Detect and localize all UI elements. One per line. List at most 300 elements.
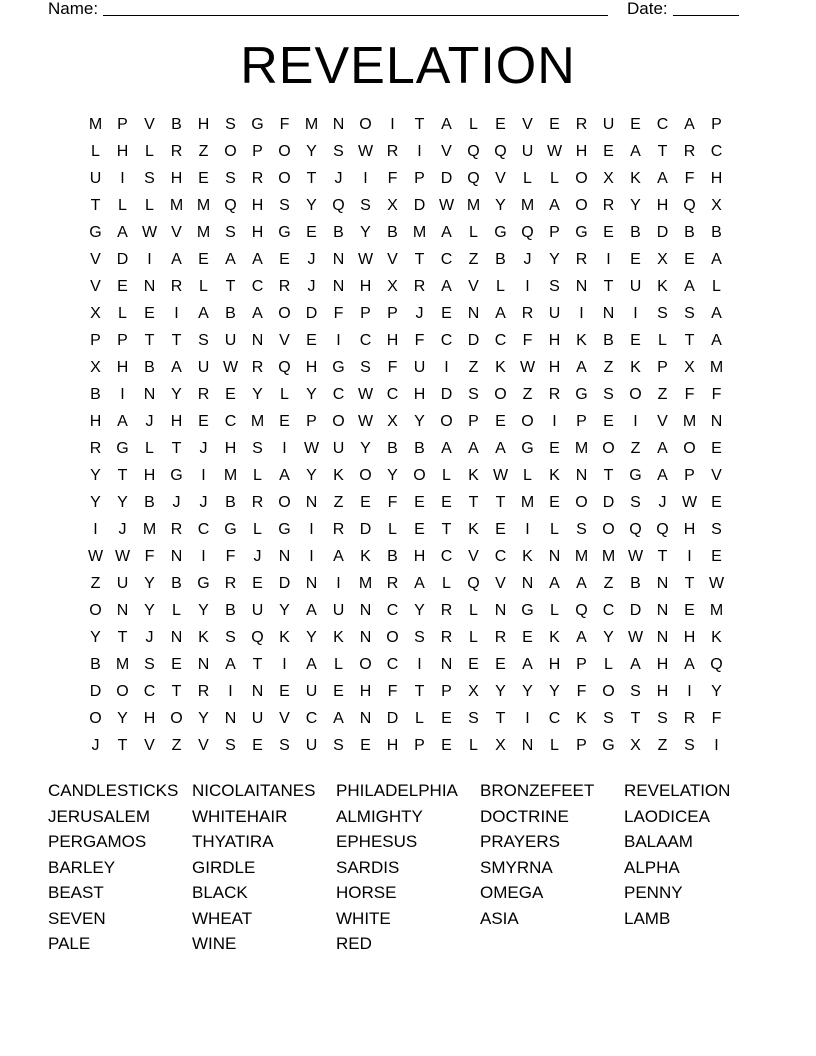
grid-letter: Z xyxy=(603,575,614,592)
grid-letter: E xyxy=(495,656,506,673)
grid-letter: V xyxy=(468,548,479,565)
grid-letter: W xyxy=(681,494,698,511)
word-list-item: PENNY xyxy=(624,883,683,902)
grid-letter: E xyxy=(711,494,722,511)
grid-letter: C xyxy=(224,413,237,430)
grid-letter: G xyxy=(170,467,183,484)
grid-letter: A xyxy=(306,656,317,673)
grid-letter: T xyxy=(684,332,695,349)
grid-letter: T xyxy=(144,332,155,349)
grid-letter: D xyxy=(467,332,480,349)
grid-letter: D xyxy=(440,170,453,187)
grid-letter: Y xyxy=(117,494,128,511)
grid-letter: S xyxy=(549,278,560,295)
grid-letter: M xyxy=(142,521,157,538)
grid-letter: N xyxy=(224,710,237,727)
grid-letter: E xyxy=(495,413,506,430)
grid-letter: R xyxy=(440,602,453,619)
grid-letter: Y xyxy=(144,575,155,592)
grid-letter: F xyxy=(576,683,587,700)
grid-letter: N xyxy=(521,575,534,592)
grid-letter: B xyxy=(225,602,236,619)
grid-letter: A xyxy=(576,575,587,592)
word-list-item: BRONZEFEET xyxy=(480,781,595,800)
grid-letter: E xyxy=(603,413,614,430)
grid-letter: Y xyxy=(711,683,722,700)
word-list-item: WHITE xyxy=(336,908,391,928)
grid-letter: S xyxy=(657,710,668,727)
grid-letter: V xyxy=(144,737,155,754)
grid-letter: V xyxy=(90,278,101,295)
grid-letter: T xyxy=(306,170,317,187)
grid-letter: L xyxy=(199,278,208,295)
grid-letter: N xyxy=(656,629,669,646)
grid-letter: U xyxy=(116,575,129,592)
grid-letter: E xyxy=(522,629,533,646)
grid-letter: K xyxy=(549,467,560,484)
grid-letter: Y xyxy=(549,251,560,268)
grid-letter: W xyxy=(627,548,644,565)
grid-letter: J xyxy=(415,305,424,322)
grid-letter: A xyxy=(225,251,236,268)
grid-letter: I xyxy=(525,521,530,538)
grid-letter: T xyxy=(171,440,182,457)
grid-letter: T xyxy=(117,629,128,646)
grid-letter: B xyxy=(144,359,155,376)
grid-letter: A xyxy=(117,224,128,241)
grid-letter: Q xyxy=(656,521,669,538)
grid-letter: S xyxy=(333,143,344,160)
word-list-item: CANDLESTICKS xyxy=(48,781,179,800)
grid-letter: Y xyxy=(117,710,128,727)
grid-letter: K xyxy=(657,278,668,295)
grid-letter: S xyxy=(684,737,695,754)
grid-letter: T xyxy=(603,278,614,295)
grid-letter: M xyxy=(520,494,535,511)
grid-letter: C xyxy=(197,521,210,538)
grid-letter: S xyxy=(144,656,155,673)
word-list-item: GIRDLE xyxy=(192,857,256,877)
grid-letter: U xyxy=(413,359,426,376)
grid-letter: N xyxy=(575,467,588,484)
grid-letter: N xyxy=(710,413,723,430)
grid-letter: X xyxy=(603,170,614,187)
grid-letter: F xyxy=(333,305,344,322)
grid-letter: G xyxy=(197,575,210,592)
grid-letter: K xyxy=(549,629,560,646)
grid-letter: A xyxy=(711,305,722,322)
grid-letter: C xyxy=(440,548,453,565)
grid-letter: S xyxy=(684,305,695,322)
grid-letter: S xyxy=(576,521,587,538)
grid-row xyxy=(82,678,730,705)
grid-letter: K xyxy=(333,629,344,646)
word-list-item: SARDIS xyxy=(336,857,400,877)
grid-letter: L xyxy=(469,737,478,754)
grid-letter: C xyxy=(305,710,318,727)
grid-letter: W xyxy=(546,143,563,160)
grid-letter: E xyxy=(468,656,479,673)
grid-letter: W xyxy=(222,359,239,376)
grid-letter: T xyxy=(225,278,236,295)
grid-letter: U xyxy=(305,683,318,700)
grid-letter: D xyxy=(656,224,669,241)
grid-letter: A xyxy=(171,359,182,376)
grid-letter: P xyxy=(441,683,452,700)
grid-letter: B xyxy=(711,224,722,241)
grid-letter: L xyxy=(442,575,451,592)
grid-letter: T xyxy=(495,494,506,511)
grid-letter: R xyxy=(440,629,453,646)
grid-letter: C xyxy=(440,251,453,268)
grid-letter: M xyxy=(358,575,373,592)
grid-letter: A xyxy=(657,440,668,457)
grid-letter: O xyxy=(359,656,372,673)
grid-letter: H xyxy=(251,224,264,241)
grid-letter: S xyxy=(468,386,479,403)
grid-letter: B xyxy=(684,224,695,241)
grid-letter: V xyxy=(711,467,722,484)
grid-letter: Q xyxy=(467,143,480,160)
grid-letter: E xyxy=(360,494,371,511)
grid-letter: X xyxy=(90,359,101,376)
grid-letter: L xyxy=(469,629,478,646)
grid-letter: S xyxy=(225,629,236,646)
grid-letter: F xyxy=(279,116,290,133)
grid-row xyxy=(82,381,730,408)
grid-letter: I xyxy=(201,548,206,565)
grid-letter: D xyxy=(116,251,129,268)
grid-letter: L xyxy=(334,656,343,673)
grid-letter: V xyxy=(387,251,398,268)
grid-letter: E xyxy=(495,521,506,538)
word-list-item: BLACK xyxy=(192,883,248,902)
grid-letter: L xyxy=(658,332,667,349)
grid-letter: H xyxy=(548,656,561,673)
grid-letter: Z xyxy=(90,575,101,592)
grid-letter: A xyxy=(468,440,479,457)
grid-letter: A xyxy=(279,467,290,484)
grid-letter: S xyxy=(603,386,614,403)
grid-letter: H xyxy=(143,710,156,727)
grid-letter: I xyxy=(417,143,422,160)
grid-letter: Y xyxy=(414,413,425,430)
grid-letter: R xyxy=(224,575,237,592)
grid-letter: H xyxy=(359,278,372,295)
grid-letter: S xyxy=(657,305,668,322)
grid-row xyxy=(82,435,730,462)
grid-letter: W xyxy=(708,575,725,592)
grid-letter: B xyxy=(603,332,614,349)
grid-letter: Y xyxy=(414,602,425,619)
grid-letter: L xyxy=(550,170,559,187)
grid-letter: C xyxy=(656,116,669,133)
grid-letter: Q xyxy=(251,629,264,646)
grid-letter: A xyxy=(522,656,533,673)
grid-letter: A xyxy=(630,656,641,673)
grid-letter: J xyxy=(334,170,343,187)
grid-letter: J xyxy=(307,278,316,295)
grid-letter: R xyxy=(197,386,210,403)
grid-letter: X xyxy=(630,737,641,754)
grid-letter: D xyxy=(386,710,399,727)
grid-row xyxy=(82,462,730,489)
grid-letter: V xyxy=(657,413,668,430)
word-list-item: OMEGA xyxy=(480,883,544,902)
grid-letter: E xyxy=(603,143,614,160)
grid-letter: H xyxy=(197,116,210,133)
grid-letter: E xyxy=(279,251,290,268)
grid-letter: Y xyxy=(306,386,317,403)
grid-letter: M xyxy=(682,413,697,430)
grid-letter: K xyxy=(576,710,587,727)
grid-letter: K xyxy=(360,548,371,565)
grid-letter: D xyxy=(278,575,291,592)
grid-letter: Z xyxy=(198,143,209,160)
grid-letter: P xyxy=(576,737,587,754)
grid-letter: H xyxy=(548,359,561,376)
grid-letter: E xyxy=(711,440,722,457)
grid-letter: N xyxy=(467,305,480,322)
grid-letter: G xyxy=(575,224,588,241)
grid-letter: S xyxy=(360,197,371,214)
word-list-item: EPHESUS xyxy=(336,832,418,851)
grid-letter: N xyxy=(548,548,561,565)
grid-letter: M xyxy=(601,548,616,565)
grid-row xyxy=(82,489,730,516)
grid-letter: Y xyxy=(90,467,101,484)
grid-letter: N xyxy=(656,602,669,619)
grid-letter: S xyxy=(225,224,236,241)
grid-letter: B xyxy=(225,305,236,322)
grid-letter: N xyxy=(656,575,669,592)
grid-letter: E xyxy=(225,386,236,403)
grid-letter: E xyxy=(711,548,722,565)
grid-letter: I xyxy=(309,521,314,538)
word-list-item: ASIA xyxy=(480,908,519,928)
header xyxy=(48,0,748,20)
grid-letter: R xyxy=(251,170,264,187)
grid-letter: A xyxy=(684,656,695,673)
grid-letter: E xyxy=(198,251,209,268)
grid-letter: M xyxy=(574,440,589,457)
grid-letter: U xyxy=(224,332,237,349)
grid-row xyxy=(82,327,730,354)
grid-letter: E xyxy=(360,737,371,754)
grid-letter: I xyxy=(174,305,179,322)
grid-letter: H xyxy=(683,521,696,538)
grid-letter: S xyxy=(252,440,263,457)
grid-letter: N xyxy=(521,737,534,754)
grid-letter: K xyxy=(711,629,722,646)
grid-letter: T xyxy=(468,494,479,511)
grid-letter: N xyxy=(440,656,453,673)
grid-letter: A xyxy=(441,224,452,241)
grid-letter: N xyxy=(251,332,264,349)
grid-letter: U xyxy=(602,116,615,133)
word-list-item: WHEAT xyxy=(192,908,253,928)
grid-letter: T xyxy=(252,656,263,673)
grid-letter: O xyxy=(521,413,534,430)
grid-letter: D xyxy=(629,602,642,619)
grid-letter: K xyxy=(522,548,533,565)
grid-letter: B xyxy=(225,494,236,511)
grid-letter: N xyxy=(116,602,129,619)
grid-letter: R xyxy=(251,494,264,511)
grid-letter: R xyxy=(575,251,588,268)
grid-letter: Q xyxy=(629,521,642,538)
grid-letter: L xyxy=(604,656,613,673)
grid-letter: E xyxy=(684,251,695,268)
grid-letter: L xyxy=(145,197,154,214)
grid-letter: J xyxy=(658,494,667,511)
grid-letter: K xyxy=(495,359,506,376)
grid-letter: L xyxy=(550,521,559,538)
grid-letter: A xyxy=(711,251,722,268)
grid-letter: H xyxy=(170,413,183,430)
grid-letter: D xyxy=(413,197,426,214)
grid-letter: W xyxy=(114,548,131,565)
grid-letter: F xyxy=(387,494,398,511)
grid-letter: H xyxy=(683,629,696,646)
grid-letter: N xyxy=(359,710,372,727)
grid-letter: I xyxy=(336,332,341,349)
grid-letter: C xyxy=(386,602,399,619)
grid-letter: I xyxy=(525,278,530,295)
grid-letter: E xyxy=(144,305,155,322)
grid-letter: K xyxy=(333,467,344,484)
grid-letter: B xyxy=(630,575,641,592)
word-list-item: PERGAMOS xyxy=(48,832,147,851)
grid-letter: W xyxy=(627,629,644,646)
grid-row xyxy=(82,516,730,543)
grid-letter: S xyxy=(630,683,641,700)
grid-letter: W xyxy=(438,197,455,214)
grid-letter: M xyxy=(250,413,265,430)
grid-letter: O xyxy=(575,494,588,511)
word-list-item: BEAST xyxy=(48,883,104,902)
grid-letter: P xyxy=(252,143,263,160)
grid-letter: O xyxy=(278,143,291,160)
grid-letter: Z xyxy=(603,359,614,376)
grid-letter: X xyxy=(495,737,506,754)
grid-letter: T xyxy=(441,521,452,538)
grid-letter: P xyxy=(117,116,128,133)
word-list-item: PHILADELPHIA xyxy=(336,781,458,800)
grid-letter: P xyxy=(90,332,101,349)
grid-letter: E xyxy=(549,440,560,457)
grid-letter: L xyxy=(523,170,532,187)
grid-letter: E xyxy=(441,710,452,727)
grid-row xyxy=(82,624,730,651)
grid-letter: I xyxy=(228,683,233,700)
grid-letter: S xyxy=(414,629,425,646)
word-search-grid xyxy=(82,111,730,759)
grid-letter: K xyxy=(279,629,290,646)
word-list-item: ALMIGHTY xyxy=(336,806,423,826)
grid-letter: W xyxy=(87,548,104,565)
grid-letter: J xyxy=(118,521,127,538)
grid-letter: T xyxy=(684,575,695,592)
grid-letter: O xyxy=(224,143,237,160)
grid-letter: N xyxy=(332,116,345,133)
grid-letter: D xyxy=(305,305,318,322)
grid-letter: E xyxy=(684,602,695,619)
word-list-item: JERUSALEM xyxy=(48,806,151,826)
grid-letter: M xyxy=(709,359,724,376)
grid-letter: R xyxy=(386,143,399,160)
grid-letter: Y xyxy=(252,386,263,403)
grid-letter: P xyxy=(306,413,317,430)
grid-letter: H xyxy=(413,548,426,565)
grid-letter: G xyxy=(575,386,588,403)
grid-letter: R xyxy=(170,278,183,295)
grid-letter: E xyxy=(630,116,641,133)
grid-letter: A xyxy=(684,116,695,133)
grid-letter: B xyxy=(144,494,155,511)
grid-letter: V xyxy=(198,737,209,754)
grid-letter: I xyxy=(336,575,341,592)
grid-letter: X xyxy=(468,683,479,700)
grid-letter: O xyxy=(278,305,291,322)
grid-letter: C xyxy=(602,602,615,619)
grid-letter: P xyxy=(576,656,587,673)
grid-letter: D xyxy=(602,494,615,511)
grid-letter: M xyxy=(196,197,211,214)
grid-letter: L xyxy=(550,602,559,619)
grid-letter: J xyxy=(145,629,154,646)
word-list-item: PRAYERS xyxy=(480,832,560,851)
grid-letter: I xyxy=(606,251,611,268)
grid-letter: V xyxy=(495,170,506,187)
grid-letter: C xyxy=(494,332,507,349)
grid-letter: Z xyxy=(657,737,668,754)
grid-letter: S xyxy=(279,737,290,754)
grid-letter: P xyxy=(387,305,398,322)
grid-letter: V xyxy=(90,251,101,268)
grid-letter: O xyxy=(359,467,372,484)
grid-letter: R xyxy=(548,386,561,403)
grid-letter: S xyxy=(711,521,722,538)
grid-letter: H xyxy=(116,359,129,376)
grid-letter: W xyxy=(303,440,320,457)
grid-letter: Y xyxy=(279,602,290,619)
grid-letter: S xyxy=(630,494,641,511)
grid-letter: P xyxy=(414,170,425,187)
grid-letter: E xyxy=(117,278,128,295)
grid-letter: F xyxy=(387,359,398,376)
grid-letter: L xyxy=(253,467,262,484)
grid-letter: E xyxy=(549,116,560,133)
grid-letter: N xyxy=(332,278,345,295)
grid-letter: L xyxy=(469,116,478,133)
grid-letter: J xyxy=(91,737,100,754)
grid-letter: Y xyxy=(90,629,101,646)
word-list-item: WHITEHAIR xyxy=(192,806,288,826)
grid-row xyxy=(82,354,730,381)
grid-letter: S xyxy=(198,332,209,349)
grid-letter: F xyxy=(225,548,236,565)
grid-row xyxy=(82,543,730,570)
grid-letter: A xyxy=(549,575,560,592)
grid-letter: M xyxy=(115,656,130,673)
grid-letter: S xyxy=(144,170,155,187)
grid-letter: N xyxy=(494,602,507,619)
grid-letter: V xyxy=(171,224,182,241)
grid-letter: P xyxy=(657,359,668,376)
grid-letter: E xyxy=(306,332,317,349)
grid-letter: Q xyxy=(224,197,237,214)
